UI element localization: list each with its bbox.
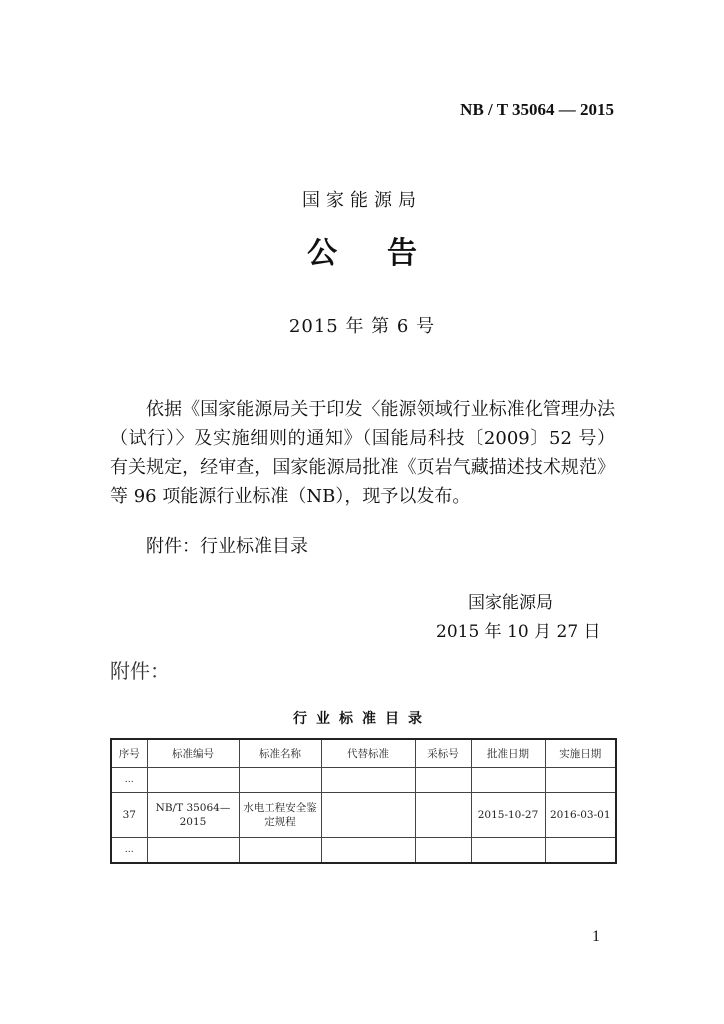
cell-name: 水电工程安全鉴定规程 <box>239 793 321 838</box>
signature-agency: 国家能源局 <box>468 593 553 613</box>
column-header: 批准日期 <box>471 739 545 768</box>
table-title: 行业标准目录 <box>293 711 431 727</box>
notice-title: 公告 <box>307 236 467 271</box>
issuing-agency: 国家能源局 <box>302 190 422 211</box>
cell-implement: 2016-03-01 <box>545 793 616 838</box>
cell-implement <box>545 768 616 793</box>
column-header: 代替标准 <box>321 739 415 768</box>
cell-adopt <box>415 768 471 793</box>
signature-date: 2015 年 10 月 27 日 <box>436 622 601 642</box>
column-header: 标准编号 <box>147 739 239 768</box>
cell-name <box>239 768 321 793</box>
notice-body: 依据《国家能源局关于印发〈能源领域行业标准化管理办法（试行）〉及实施细则的通知》（国能局科技〔2009〕52 号）有关规定，经审查，国家能源局批准《页岩气藏描述技术规范》等 96 项能源行业标准（NB），现予以发布。 <box>110 399 615 507</box>
table-header-row <box>111 739 616 768</box>
cell-adopt <box>415 793 471 838</box>
cell-adopt <box>415 838 471 864</box>
page-number: 1 <box>592 928 600 945</box>
cell-code <box>147 768 239 793</box>
cell-seq: … <box>111 838 147 864</box>
cell-code: NB/T 35064—2015 <box>147 793 239 838</box>
cell-seq: 37 <box>111 793 147 838</box>
table-row <box>111 768 616 793</box>
table-row <box>111 793 616 838</box>
cell-name <box>239 838 321 864</box>
column-header: 实施日期 <box>545 739 616 768</box>
column-header: 序号 <box>111 739 147 768</box>
standards-catalog-table <box>110 738 617 864</box>
column-header: 采标号 <box>415 739 471 768</box>
cell-code <box>147 838 239 864</box>
cell-approve: 2015-10-27 <box>471 793 545 838</box>
standard-code: NB / T 35064 — 2015 <box>460 100 614 119</box>
cell-implement <box>545 838 616 864</box>
table-row <box>111 838 616 864</box>
cell-replace <box>321 793 415 838</box>
cell-approve <box>471 768 545 793</box>
notice-number: 2015 年 第 6 号 <box>288 316 436 337</box>
attachment-reference: 附件：行业标准目录 <box>146 536 308 557</box>
attachment-heading: 附件： <box>110 659 170 683</box>
cell-approve <box>471 838 545 864</box>
column-header: 标准名称 <box>239 739 321 768</box>
cell-replace <box>321 768 415 793</box>
cell-replace <box>321 838 415 864</box>
cell-seq: … <box>111 768 147 793</box>
